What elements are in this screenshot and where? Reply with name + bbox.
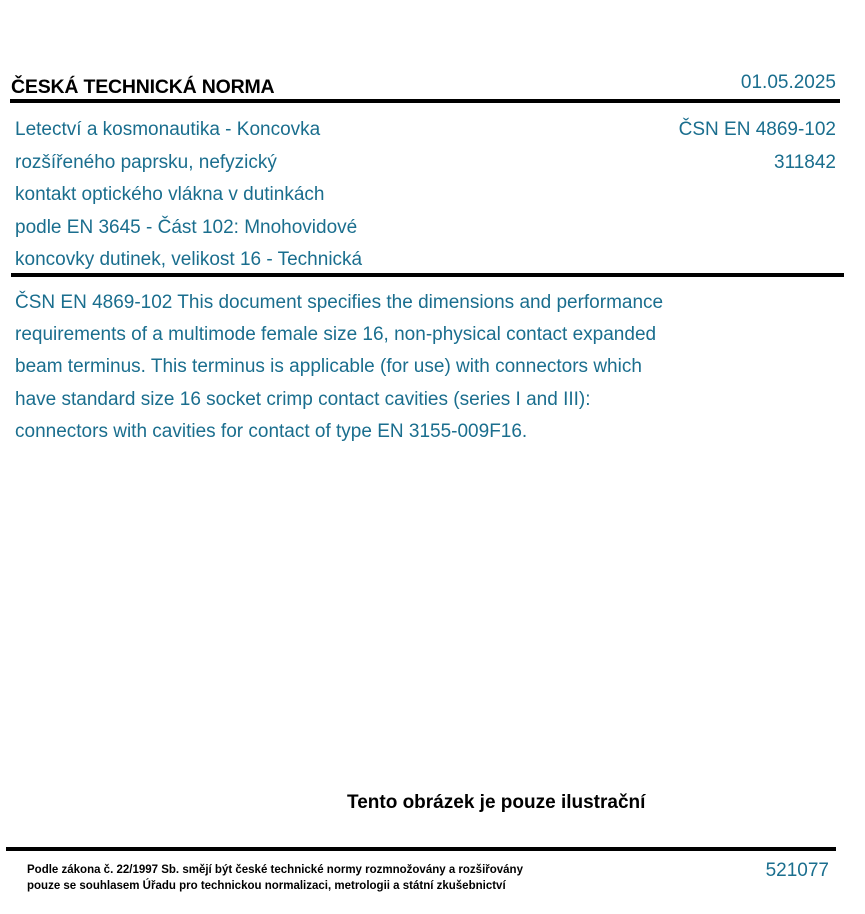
legal-notice-line: pouze se souhlasem Úřadu pro technickou normalizaci, metrologii a státní zkušebnictví bbox=[27, 880, 506, 892]
illustration-note: Tento obrázek je pouze ilustrační bbox=[347, 792, 646, 813]
abstract-line: ČSN EN 4869-102 This document specifies the dimensions and performance bbox=[15, 292, 664, 313]
document-id: 521077 bbox=[765, 860, 829, 881]
legal-notice bbox=[27, 862, 523, 894]
abstract-line: requirements of a multimode female size 16, non-physical contact expanded bbox=[15, 324, 657, 346]
norm-heading: ČESKÁ TECHNICKÁ NORMA bbox=[11, 76, 275, 98]
legal-notice-line: Podle zákona č. 22/1997 Sb. smějí být české technické normy rozmnožovány a rozšiřovány bbox=[27, 864, 523, 876]
abstract-line: beam terminus. This terminus is applicable (for use) with connectors which bbox=[15, 356, 642, 378]
standard-identifiers bbox=[679, 114, 836, 179]
abstract-line: have standard size 16 socket crimp contact cavities (series I and III): bbox=[15, 388, 591, 410]
header-divider bbox=[10, 99, 840, 103]
abstract-line: connectors with cavities for contact of type EN 3155-009F16. bbox=[15, 420, 528, 442]
class-number: 311842 bbox=[774, 151, 836, 173]
abstract bbox=[15, 287, 775, 448]
standard-title-line: Letectví a kosmonautika - Koncovka bbox=[15, 119, 321, 140]
publication-date: 01.05.2025 bbox=[740, 72, 836, 93]
standard-designation: ČSN EN 4869-102 bbox=[678, 119, 836, 140]
standard-title-line: rozšířeného paprsku, nefyzický bbox=[15, 151, 277, 173]
footer-divider bbox=[6, 847, 836, 851]
standard-title-line: kontakt optického vlákna v dutinkách bbox=[15, 184, 325, 205]
standard-title-line: podle EN 3645 - Část 102: Mnohovidové bbox=[15, 216, 358, 238]
standard-title-line: koncovky dutinek, velikost 16 - Technická bbox=[15, 249, 363, 270]
standard-title bbox=[15, 114, 435, 277]
title-divider bbox=[11, 273, 844, 277]
